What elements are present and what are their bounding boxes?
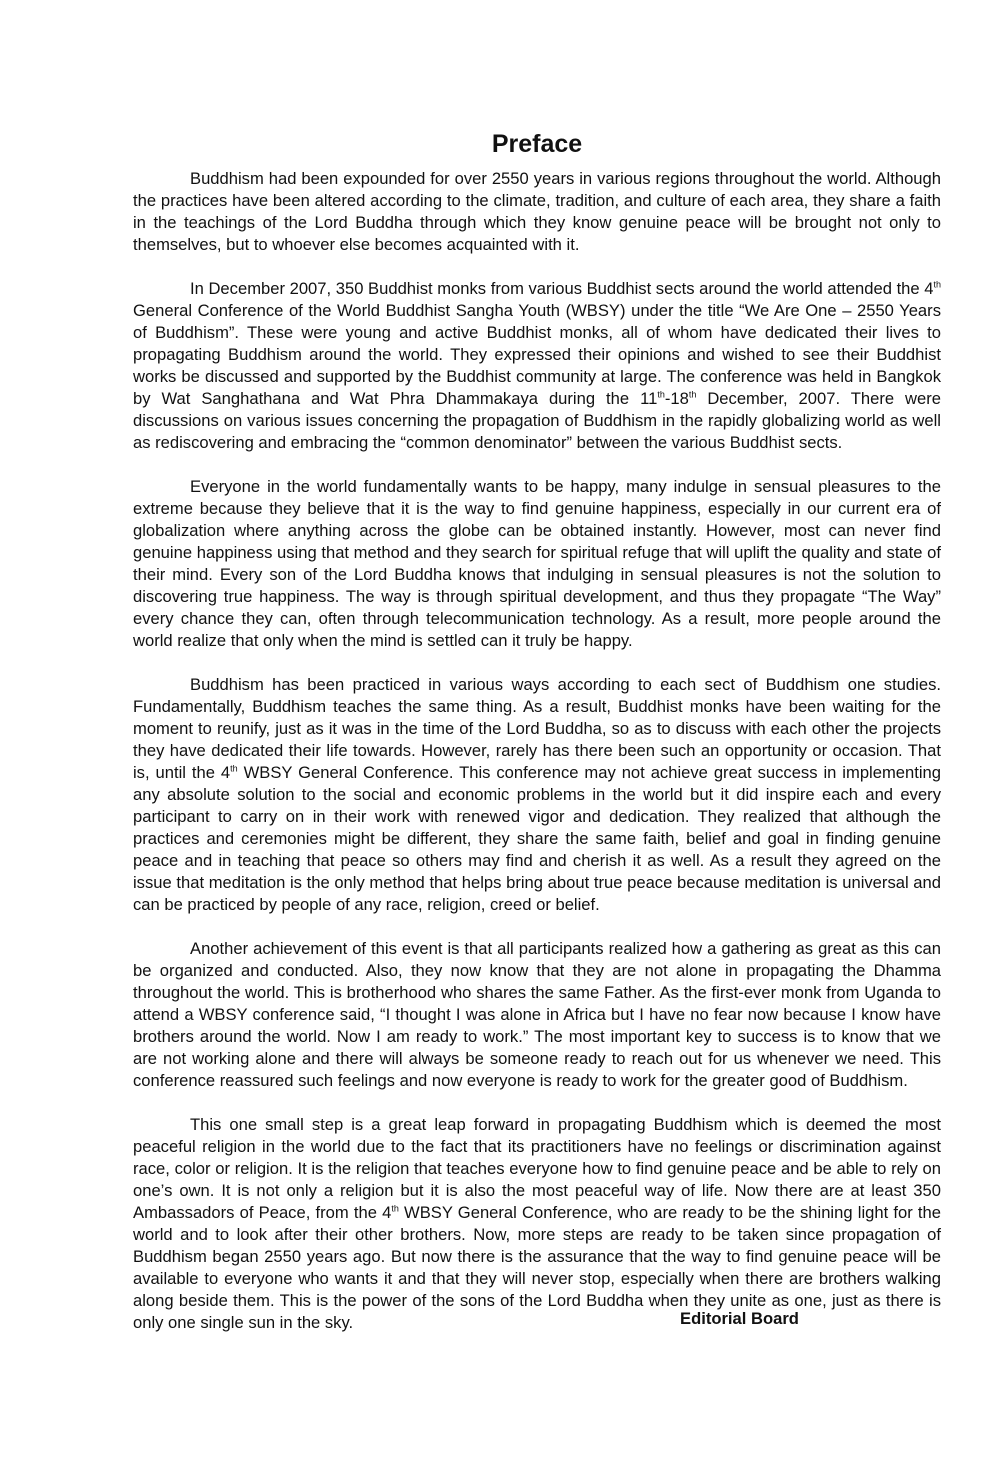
page-title: Preface <box>491 130 583 158</box>
preface-page <box>133 128 941 1356</box>
paragraph: This one small step is a great leap forward in propagating Buddhism which is deemed the most peaceful religion in the world due to the fact that its practitioners have no feelings or discrimination against race, color or religion. It is the religion that teaches everyone how to find genuine peace and be able to rely on one’s own. It is not only a religion but it is also the most peaceful way of life. Now there are at least 350 Ambassadors of Peace, from the 4th WBSY General Conference, who are ready to be the shining light for the world and to look after their other brothers. Now, more steps are ready to be taken since propagation of Buddhism began 2550 years ago. But now there is the assurance that the way to find genuine peace will be available to everyone who wants it and that they will never stop, especially when there are brothers walking along beside them. This is the power of the sons of the Lord Buddha when they unite as one, just as there is only one single sun in the sky. <box>133 1115 941 1332</box>
paragraph: Buddhism had been expounded for over 2550 years in various regions throughout the world. Although the practices have been altered according to the climate, tradition, and culture of each area, they share a faith in the teachings of the Lord Buddha through which they know genuine peace will be brought not only to themselves, but to whoever else becomes acquainted with it. <box>133 169 941 254</box>
paragraph: Everyone in the world fundamentally wants to be happy, many indulge in sensual pleasures to the extreme because they believe that it is the way to find genuine happiness, especially in our current era of globalization where anything across the globe can be obtained instantly. However, most can never find genuine happiness using that method and they search for spiritual refuge that will uplift the quality and state of their mind. Every son of the Lord Buddha knows that indulging in sensual pleasures is not the solution to discovering true happiness. The way is through spiritual development, and thus they propagate “The Way” every chance they can, often through telecommunication technology. As a result, more people around the world realize that only when the mind is settled can it truly be happy. <box>133 477 941 650</box>
paragraph: Another achievement of this event is that all participants realized how a gathering as great as this can be organized and conducted. Also, they now know that they are not alone in propagating the Dhamma throughout the world. This is brotherhood who shares the same Father. As the first-ever monk from Uganda to attend a WBSY conference said, “I thought I was alone in Africa but I have no fear now because I know have brothers around the world. Now I am ready to work.” The most important key to success is to know that we are not working alone and there will always be someone ready to reach out for us whenever we need. This conference reassured such feelings and now everyone is ready to work for the greater good of Buddhism. <box>133 939 941 1090</box>
paragraph: Buddhism has been practiced in various ways according to each sect of Buddhism one studies. Fundamentally, Buddhism teaches the same thing. As a result, Buddhist monks have been waiting for the moment to reunify, just as it was in the time of the Lord Buddha, so as to discuss with each other the projects they have dedicated their life towards. However, rarely has there been such an opportunity or occasion. That is, until the 4th WBSY General Conference. This conference may not achieve great success in implementing any absolute solution to the social and economic problems in the world but it did inspire each and every participant to carry on in their work with renewed vigor and dedication. They realized that although the practices and ceremonies might be different, they share the same faith, belief and goal in finding genuine peace and in teaching that peace so others may find and cherish it as well. As a result they agreed on the issue that meditation is the only method that helps bring about true peace because meditation is universal and can be practiced by people of any race, religion, creed or belief. <box>133 675 941 914</box>
signature: Editorial Board <box>680 1309 799 1328</box>
paragraph: In December 2007, 350 Buddhist monks from various Buddhist sects around the world attended the 4th General Conference of the World Buddhist Sangha Youth (WBSY) under the title “We Are One – 2550 Years of Buddhism”. These were young and active Buddhist monks, all of whom have dedicated their lives to propagating Buddhism around the world. They expressed their opinions and wished to see their Buddhist works be discussed and supported by the Buddhist community at large. The conference was held in Bangkok by Wat Sanghathana and Wat Phra Dhammakaya during the 11th-18th December, 2007. There were discussions on various issues concerning the propagation of Buddhism in the rapidly globalizing world as well as rediscovering and embracing the “common denominator” between the various Buddhist sects. <box>133 279 942 452</box>
